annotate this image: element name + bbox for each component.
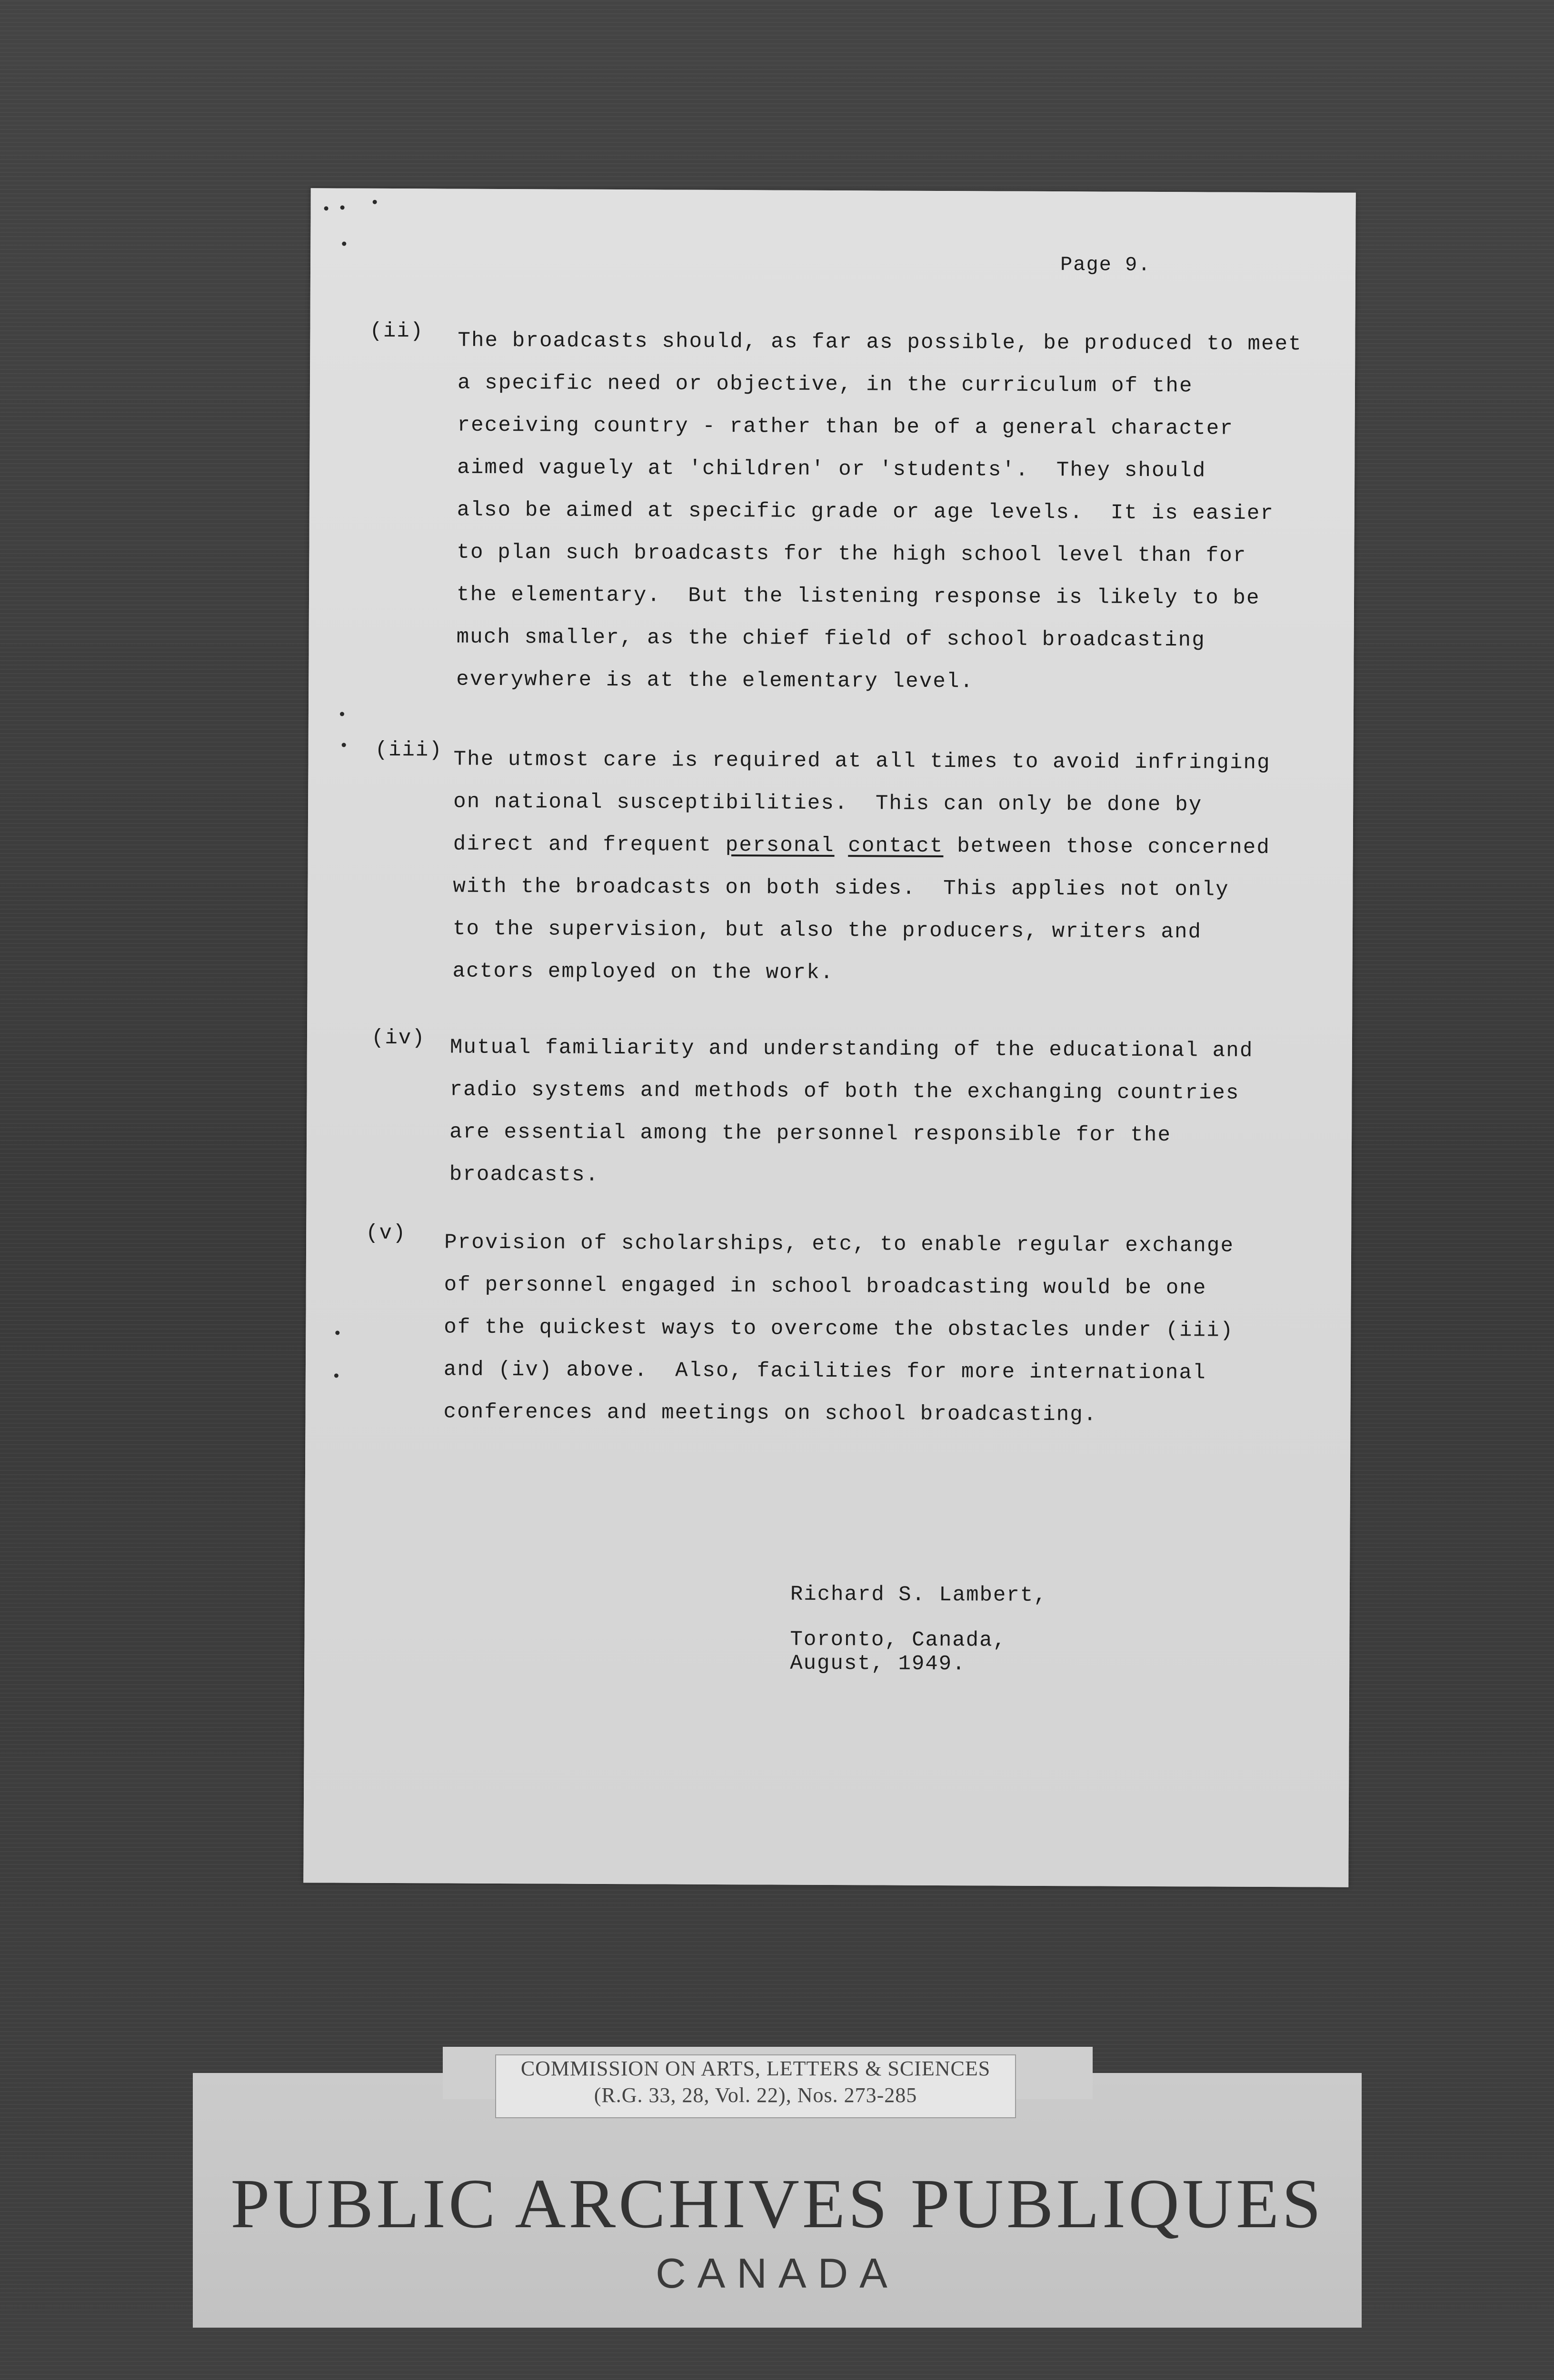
- punch-mark: [335, 1330, 339, 1335]
- text-line: broadcasts.: [449, 1162, 599, 1187]
- section-number: (iii): [375, 738, 443, 763]
- document-page: [303, 188, 1356, 1887]
- text-line: aimed vaguely at 'children' or 'students'. They should: [457, 456, 1206, 483]
- signature-date: August, 1949.: [790, 1651, 966, 1676]
- punch-mark: [324, 206, 329, 210]
- text-line: The utmost care is required at all times to avoid infringing: [453, 747, 1271, 775]
- text-span: direct and frequent: [453, 832, 726, 858]
- section-number: (ii): [369, 319, 424, 344]
- punch-mark: [340, 712, 344, 716]
- text-line: The broadcasts should, as far as possible, be produced to meet: [458, 328, 1302, 357]
- section-body: [452, 739, 1358, 997]
- text-line: conferences and meetings on school broadcasting.: [443, 1400, 1097, 1427]
- text-line: to plan such broadcasts for the high school level than for: [457, 540, 1247, 568]
- section-body: [443, 1221, 1349, 1437]
- text-line: with the broadcasts on both sides. This applies not only: [453, 874, 1229, 902]
- text-line: of the quickest ways to overcome the obstacles under (iii): [444, 1315, 1234, 1343]
- text-line: Provision of scholarships, etc, to enable regular exchange: [444, 1230, 1235, 1258]
- text-line: actors employed on the work.: [452, 959, 834, 985]
- text-span: [835, 834, 848, 858]
- section-number: (v): [366, 1221, 407, 1246]
- section-body: [456, 320, 1362, 705]
- text-line: Mutual familiarity and understanding of the educational and: [449, 1035, 1254, 1063]
- collection-tag-line: (R.G. 33, 28, Vol. 22), Nos. 273-285: [594, 2083, 917, 2107]
- collection-tag: [495, 2054, 1016, 2118]
- text-span: between those concerned: [943, 834, 1271, 860]
- punch-mark: [373, 200, 377, 204]
- text-line: on national susceptibilities. This can only be done by: [453, 790, 1203, 817]
- text-line: are essential among the personnel responsible for the: [449, 1120, 1172, 1148]
- collection-tag-line: COMMISSION ON ARTS, LETTERS & SCIENCES: [520, 2057, 991, 2080]
- signature-name: Richard S. Lambert,: [790, 1582, 1047, 1608]
- punch-mark: [342, 743, 346, 747]
- punch-mark: [334, 1373, 339, 1378]
- text-line: the elementary. But the listening response is likely to be: [456, 583, 1260, 610]
- underlined-word: contact: [848, 834, 944, 859]
- underlined-word: personal: [725, 833, 835, 858]
- archives-title: PUBLIC ARCHIVES PUBLIQUES: [230, 2165, 1324, 2243]
- page-number: Page 9.: [1060, 253, 1151, 277]
- text-line: and (iv) above. Also, facilities for more international: [443, 1358, 1206, 1385]
- text-line: radio systems and methods of both the exchanging countries: [449, 1078, 1240, 1105]
- text-line: receiving country - rather than be of a general character: [457, 413, 1234, 441]
- punch-mark: [340, 205, 345, 209]
- punch-mark: [342, 242, 346, 246]
- text-line: to the supervision, but also the producers, writers and: [452, 917, 1202, 944]
- section-body: [449, 1027, 1355, 1200]
- text-line-emphasis: [453, 823, 1358, 870]
- signature-place: Toronto, Canada,: [790, 1627, 1007, 1653]
- text-line: a specific need or objective, in the curriculum of the: [457, 371, 1193, 398]
- text-line: also be aimed at specific grade or age levels. It is easier: [457, 498, 1275, 526]
- text-line: of personnel engaged in school broadcasting would be one: [444, 1273, 1207, 1300]
- archives-country: CANADA: [656, 2250, 899, 2297]
- text-line: much smaller, as the chief field of school broadcasting: [456, 625, 1206, 653]
- text-line: everywhere is at the elementary level.: [456, 667, 974, 694]
- section-number: (iv): [371, 1026, 426, 1051]
